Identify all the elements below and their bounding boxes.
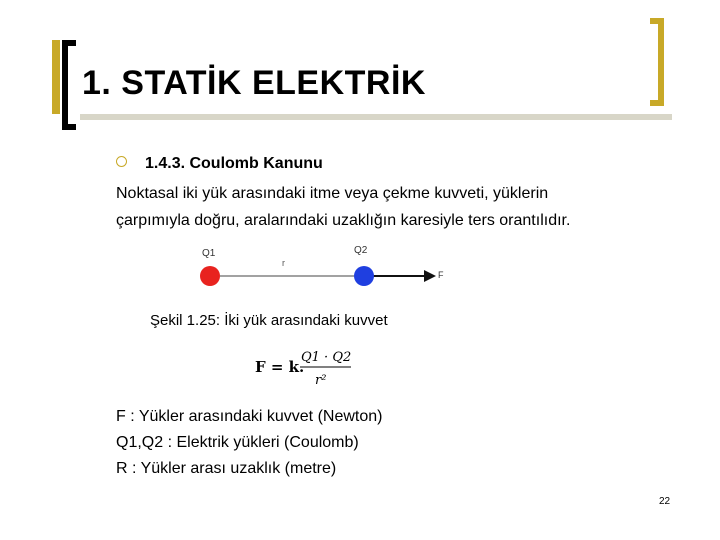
variable-definitions <box>116 404 382 482</box>
definition-item: R : Yükler arası uzaklık (metre) <box>116 460 337 477</box>
title-right-bracket <box>650 18 664 106</box>
figure-caption: Şekil 1.25: İki yük arasındaki kuvvet <box>150 312 388 329</box>
q2-label: Q2 <box>354 245 368 256</box>
section-paragraph <box>116 180 676 234</box>
charge-q2-circle <box>354 266 374 286</box>
formula-numerator: Q1 · Q2 <box>301 350 352 365</box>
formula-denominator: r² <box>315 373 327 388</box>
paragraph-line: Noktasal iki yük arasındaki itme veya çekme kuvveti, yüklerin <box>116 185 549 202</box>
definition-item: F : Yükler arasındaki kuvvet (Newton) <box>116 408 383 425</box>
force-arrowhead-icon <box>424 270 436 282</box>
title-accent-bar <box>52 40 60 114</box>
coulomb-formula <box>255 342 365 388</box>
q1-label: Q1 <box>202 248 216 259</box>
circle-bullet-icon <box>116 156 127 167</box>
coulomb-force-diagram <box>190 238 450 302</box>
slide-title: 1. STATİK ELEKTRİK <box>82 64 426 102</box>
section-heading: 1.4.3. Coulomb Kanunu <box>145 155 323 172</box>
charge-q1-circle <box>200 266 220 286</box>
distance-label: r <box>282 258 285 268</box>
title-underline <box>80 114 672 120</box>
section-heading-row <box>116 155 323 173</box>
title-left-bracket <box>62 40 76 130</box>
definition-item: Q1,Q2 : Elektrik yükleri (Coulomb) <box>116 434 359 451</box>
force-label: F <box>438 270 444 280</box>
formula-lhs: F = k. <box>255 358 305 376</box>
paragraph-line: çarpımıyla doğru, aralarındaki uzaklığın karesiyle ters orantılıdır. <box>116 212 571 229</box>
page-number: 22 <box>659 496 671 507</box>
